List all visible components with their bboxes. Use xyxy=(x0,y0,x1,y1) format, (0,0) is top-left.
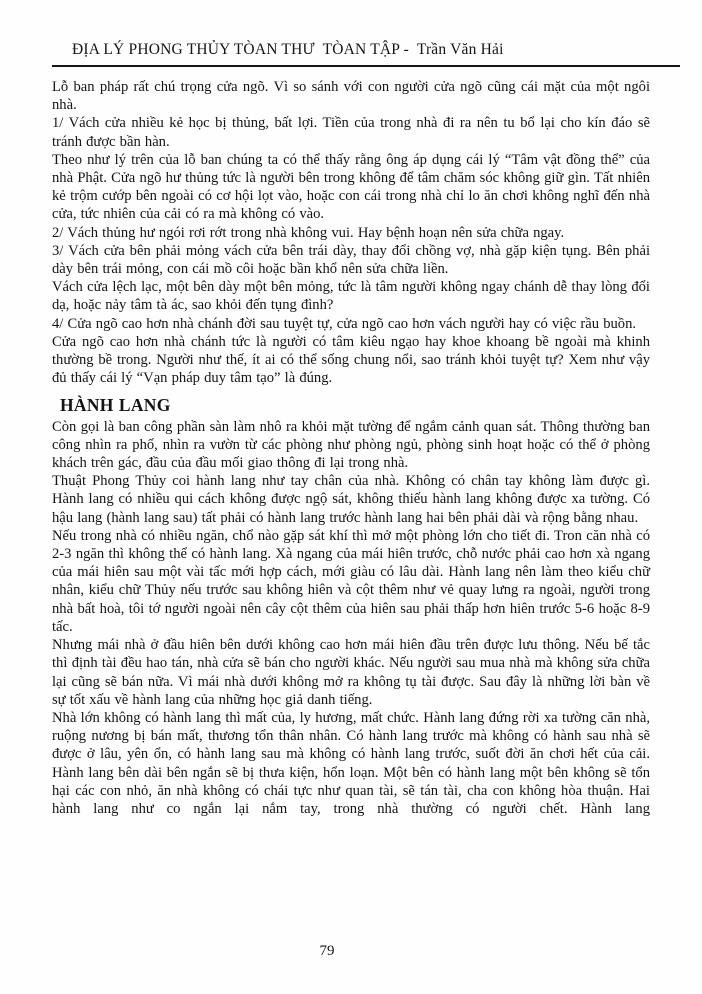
paragraph: Nhà lớn không có hành lang thì mất của, ly hương, mất chức. Hành lang đứng rời xa tường căn nhà, ruộng nương bị bán mất, thương tổn thân nhân. Có hành lang trước mà không có hành sau nhà sẽ được ở lâu, yên ổn, có hành lang sau mà không có hành lang trước, suốt đời ăn chơi hết của cải. Hành lang bên dài bên ngắn sẽ bị thưa kiện, hổn loạn. Một bên có hành lang một bên không sẽ tổn hại các con nhỏ, ăn nhà không có chái tực như quan tài, sẽ tán tài, cha con không hòa thuận. Hai hành lang như co ngắn lại nắm tay, trong nhà thường có người chết. Hành lang xyxy=(52,709,650,817)
paragraph: Theo như lý trên của lỗ ban chúng ta có thể thấy rằng ông áp dụng cái lý “Tâm vật đồng thể” của nhà Phật. Cửa ngõ hư thủng tức là người bên trong không để tâm chăm sóc không giữ gìn. Tất nhiên kẻ trộm cướp bên ngoài có cơ hội lọt vào, hoặc con cái trong nhà chỉ lo ăn chơi không nghĩ đến nhà cửa, tức nhiên của cải có ra mà không có vào. xyxy=(52,151,650,223)
paragraph: Nhưng mái nhà ở đầu hiên bên dưới không cao hơn mái hiên đầu trên được lưu thông. Nếu bế tắc thì định tài đều hao tán, nhà cửa sẽ bán cho người khác. Nếu người sau mua nhà mà không sửa chữa lại cũng sẽ bán nữa. Vì mái nhà dưới không mở ra không tụ tài được. Sau đây là những lời bàn về sự tốt xấu về hành lang của những học giả danh tiếng. xyxy=(52,637,650,708)
page-body xyxy=(52,78,650,818)
section-heading-hanh-lang: HÀNH LANG xyxy=(60,395,171,416)
paragraph: 1/ Vách cửa nhiều kẻ học bị thủng, bất lợi. Tiền của trong nhà đi ra nên tu bổ lại cho kín đáo sẽ tránh được bần hàn. xyxy=(52,115,650,150)
paragraph: Lỗ ban pháp rất chú trọng cửa ngõ. Vì so sánh với con người cửa ngõ cũng cái mặt của một ngôi nhà. xyxy=(52,79,650,114)
paragraph: Vách cửa lệch lạc, một bên dày một bên mỏng, tức là tâm người không ngay chánh dễ thay lòng đổi dạ, hoặc nảy tâm tà ác, sao khỏi đến tụng đình? xyxy=(52,279,650,314)
paragraph: Còn gọi là ban công phần sàn làm nhô ra khỏi mặt tường để ngắm cảnh quan sát. Thông thường ban công nhìn ra phố, nhìn ra vườn từ các phòng như phòng ngủ, phòng sinh hoạt hoặc có thể ở phòng khách trên gác, đầu của đầu mối giao thông đi lại trong nhà. xyxy=(52,418,650,472)
paragraph: Nếu trong nhà có nhiều ngăn, chổ nào gặp sát khí thì mở một phòng lớn cho tiết đi. Tron căn nhà có 2-3 ngăn thì không thể có hành lang. Xà ngang của mái hiên trước, chỗ nước phải cao hơn xà ngang của mái hiên sau một vài tấc mới hợp cách, mới giàu có lâu dài. Hành lang nên làm theo kiểu chữ nhân, kiểu chữ Thủy nếu trước sau không hiên và cột thêm như vẻ quay lưng ra ngoài, người trong nhà bất hoà, tôi tớ người ngoài nên cây cột thêm của hiên sau phải thấp hơn hiên trước 5-6 hoặc 8-9 tấc. xyxy=(52,527,650,635)
running-header-title: ĐỊA LÝ PHONG THỦY TÒAN THƯ TÒAN TẬP - Trần Văn Hải xyxy=(72,41,504,58)
paragraph: 3/ Vách cửa bên phải mỏng vách cửa bên trái dày, thay đổi chồng vợ, nhà gặp kiện tụng. Bên phải dày bên trái mỏng, con cái mồ côi hoặc bần khổ nên sửa chữa liền. xyxy=(52,242,650,278)
page-header xyxy=(52,40,650,67)
paragraph: Cửa ngõ cao hơn nhà chánh tức là người có tâm kiêu ngạo hay khoe khoang bề ngoài mà khinh thường bề trong. Người như thế, ít ai có thể sống chung nổi, sao tránh khỏi tuyệt tự? Xem như vậy đủ thấy cái lý “Vạn pháp duy tâm tạo” là đúng. xyxy=(52,333,650,387)
paragraph: 4/ Cửa ngõ cao hơn nhà chánh đời sau tuyệt tự, cửa ngõ cao hơn vách người hay có việc rầu buồn. xyxy=(52,315,637,332)
page-footer xyxy=(52,943,650,960)
paragraph: Thuật Phong Thủy coi hành lang như tay chân của nhà. Không có chân tay không làm được gì. Hành lang có nhiều qui cách không được ngộ sát, không thiếu hành lang không được xa tường. Có hậu lang (hành lang sau) tất phải có hành lang trước hành lang hai bên phải dài và rộng bằng nhau. xyxy=(52,473,650,526)
header-divider xyxy=(52,65,680,67)
page-number: 79 xyxy=(319,943,335,959)
paragraph: 2/ Vách thủng hư ngói rơi rớt trong nhà không vui. Hay bệnh hoạn nên sửa chữa ngay. xyxy=(52,224,565,241)
